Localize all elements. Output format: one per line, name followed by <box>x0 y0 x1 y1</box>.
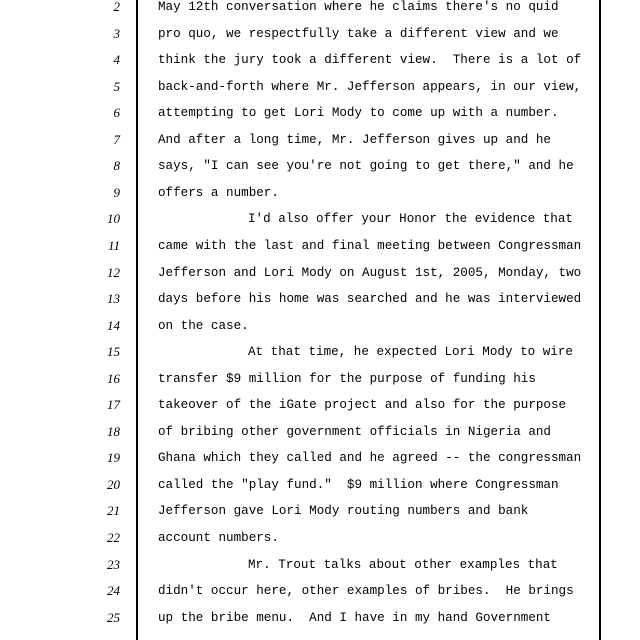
transcript-line <box>0 527 640 549</box>
line-text: says, "I can see you're not going to get there," and he <box>158 159 574 174</box>
line-number: 15 <box>107 344 120 360</box>
transcript-line <box>0 235 640 257</box>
line-number: 4 <box>113 52 120 68</box>
line-text: Jefferson gave Lori Mody routing numbers and bank <box>158 504 529 519</box>
line-number: 23 <box>107 556 120 572</box>
line-text: attempting to get Lori Mody to come up with a number. <box>158 106 559 121</box>
transcript-line <box>0 500 640 522</box>
transcript-line <box>0 474 640 496</box>
line-text: Jefferson and Lori Mody on August 1st, 2005, Monday, two <box>158 265 582 280</box>
line-number: 9 <box>113 184 120 200</box>
line-text: on the case. <box>158 318 249 333</box>
transcript-line <box>0 129 640 151</box>
line-number: 8 <box>113 158 120 174</box>
line-text: Mr. Trout talks about other examples that <box>248 557 558 572</box>
transcript-line <box>0 0 640 18</box>
transcript-line <box>0 421 640 443</box>
transcript-line <box>0 288 640 310</box>
transcript-line <box>0 76 640 98</box>
line-number: 11 <box>107 237 120 253</box>
line-number: 21 <box>107 503 120 519</box>
transcript-line <box>0 554 640 576</box>
line-number: 13 <box>107 291 120 307</box>
transcript-line <box>0 155 640 177</box>
transcript-line <box>0 341 640 363</box>
line-number: 10 <box>107 211 120 227</box>
line-text: transfer $9 million for the purpose of funding his <box>158 371 536 386</box>
line-text: called the "play fund." $9 million where Congressman <box>158 477 559 492</box>
line-number: 5 <box>113 78 120 94</box>
line-number: 14 <box>107 317 120 333</box>
transcript-line <box>0 182 640 204</box>
transcript-line <box>0 394 640 416</box>
line-number: 16 <box>107 370 120 386</box>
line-text: offers a number. <box>158 185 279 200</box>
transcript-line <box>0 102 640 124</box>
line-text: of bribing other government officials in Nigeria and <box>158 424 551 439</box>
transcript-line <box>0 23 640 45</box>
transcript-line <box>0 607 640 629</box>
transcript-line <box>0 262 640 284</box>
line-text: takeover of the iGate project and also for the purpose <box>158 398 567 413</box>
line-number: 18 <box>107 423 120 439</box>
line-text: think the jury took a different view. There is a lot of <box>158 53 582 68</box>
line-number: 3 <box>113 25 120 41</box>
line-number: 22 <box>107 530 120 545</box>
line-text: up the bribe menu. And I have in my hand Government <box>158 610 551 625</box>
line-number: 20 <box>107 476 120 492</box>
line-text: May 12th conversation where he claims there's no quid <box>158 0 559 14</box>
line-text: account numbers. <box>158 531 279 545</box>
line-text: I'd also offer your Honor the evidence that <box>248 212 573 227</box>
line-text: At that time, he expected Lori Mody to wire <box>248 345 573 360</box>
line-number: 2 <box>113 0 120 14</box>
transcript-line <box>0 368 640 390</box>
transcript-line <box>0 315 640 337</box>
line-text: came with the last and final meeting between Congressman <box>158 238 582 253</box>
line-text: pro quo, we respectfully take a different view and we <box>158 26 559 41</box>
transcript-line <box>0 580 640 602</box>
transcript-line <box>0 49 640 71</box>
line-text: And after a long time, Mr. Jefferson gives up and he <box>158 132 551 147</box>
line-number: 6 <box>113 105 120 121</box>
line-text: didn't occur here, other examples of bribes. He brings <box>158 584 574 599</box>
transcript-line <box>0 447 640 469</box>
line-text: back-and-forth where Mr. Jefferson appears, in our view, <box>158 79 582 94</box>
line-text: days before his home was searched and he was interviewed <box>158 292 582 307</box>
line-number: 17 <box>107 397 120 413</box>
line-number: 24 <box>107 583 120 599</box>
line-number: 12 <box>107 264 120 280</box>
line-text: Ghana which they called and he agreed -- the congressman <box>158 451 582 466</box>
line-number: 25 <box>107 609 120 625</box>
line-number: 19 <box>107 450 120 466</box>
line-number: 7 <box>113 131 120 147</box>
transcript-line <box>0 208 640 230</box>
